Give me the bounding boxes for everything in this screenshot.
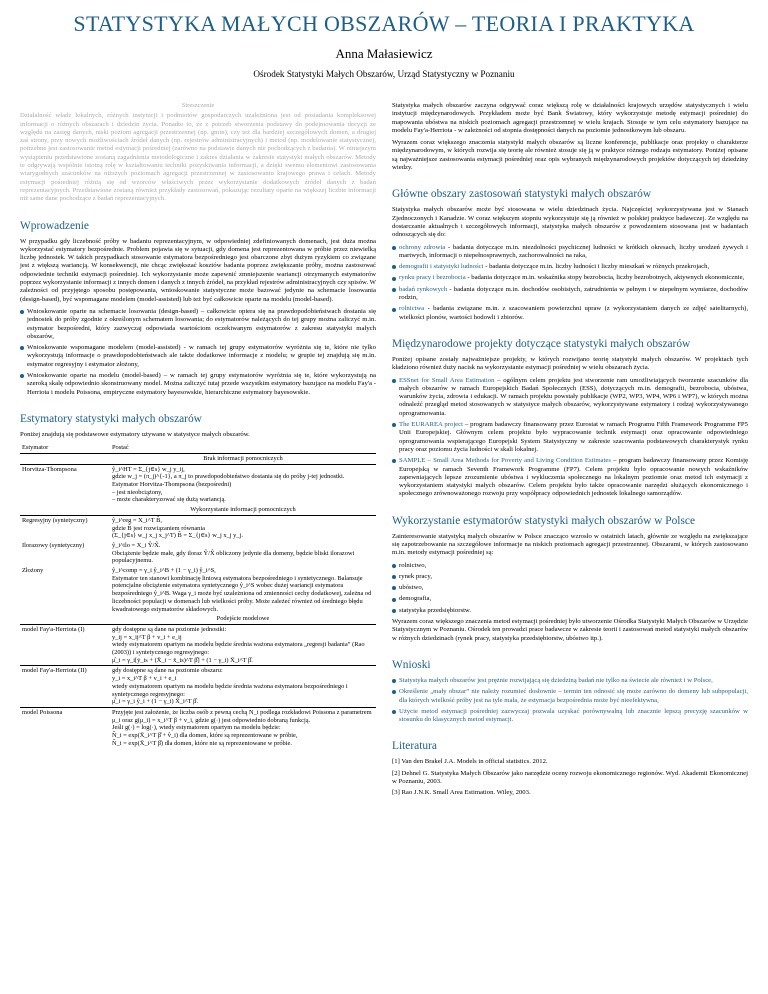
projects-paragraph: Poniżej opisane zostały najważniejsze projekty, w których rozwijano teorię statystyki małych obszarów. W projektach tych kładziono również duży nacisk na wykorzystanie estymacji pośredniej w wielu obszarach życia. — [392, 355, 748, 372]
estimators-heading: Estymatory statystyki małych obszarów — [20, 412, 202, 425]
formula-line: ŷ_i^HT = Σ_{j∈s} w_j y_ij, — [112, 465, 185, 473]
estimator-name: model Fay'a-Herriota (II) — [20, 666, 110, 708]
estimators-table — [20, 443, 376, 748]
estimator-form — [110, 624, 376, 666]
projects-list — [392, 377, 748, 499]
reference-list — [392, 758, 748, 797]
poster-title: STATYSTYKA MAŁYCH OBSZARÓW – TEORIA I PRAKTYKA — [73, 11, 695, 36]
list-item: Wnioskowanie oparte na schemacie losowania (design-based) – całkowicie opiera się na prawdopodobieństwach dostania się jednostek do próby zgodnie z określonym schematem losowania; do estymatorów należących do tej grupy można zaliczyć m.in. estymator bezpośredni, który zazwyczaj odpowiada wartościom oczekiwanym estymatorów z zakresu statystyki małych obszarów, — [20, 308, 376, 341]
areas-paragraph: Statystyka małych obszarów może być stosowana w wielu dziedzinach życia. Najczęściej wykorzystywana jest w Stanach Zjednoczonych i Kanadzie. W coraz większym stopniu wykorzystuje się ją również w polskiej praktyce badawczej. Ze względu na dostarczanie aktualnych i szczegółowych informacji, statystyka małych obszarów z powodzeniem stosowana jest w badaniach odnoszących się do: — [392, 206, 748, 239]
list-item: rynek pracy, — [392, 573, 748, 581]
formula-line: μ̂_i = γ_i ŷ_i + (1 − γ_i) X̄_i^T β̂. — [112, 698, 199, 706]
formula-line: gdzie B̂ jest rozwiązaniem równania — [112, 524, 205, 532]
table-row — [20, 515, 376, 541]
list-item: ESSnet for Small Area Estimation – ogólnym celem projektu jest stworzenie ram umożliwiających tworzenie szacunków dla małych obszarów w ramach Europejskich Badań Społecznych (ESS), dotyczących m.in. demografii, bezrobocia, ubóstwa, warunków życia, zdrowia i edukacji. W ramach projektu powstały publikacje (WP2, WP3, WP4, WP6 i WP7), w których można odnaleźć przegląd metod stosowanych w statystyce małych obszarów, wykorzystywane estymatory i rodzaj wykorzystywanego oprogramowania. — [392, 377, 748, 418]
table-row — [20, 666, 376, 708]
list-item: ubóstwo, — [392, 584, 748, 592]
formula-line: Przyjęte jest założenie, że liczba osób z pewną cechą N_i podlega rozkładowi Poissona z parametrem μ_i oraz g(μ_i) = x_i^T β + v_i, gdzie g(·) jest odpowiednio dobraną funkcją. — [112, 709, 372, 724]
list-item: statystyka przedsiębiorstw. — [392, 607, 748, 615]
formula-line: – jest nieobciążony, — [112, 488, 163, 496]
right-column — [392, 102, 748, 801]
abstract-heading: Streszczenie — [181, 102, 215, 109]
table-header-row — [20, 443, 376, 453]
estimators-intro: Poniżej znajdują się podstawowe estymatory używane w statystyce małych obszarów. — [20, 430, 250, 438]
list-item: badań rynkowych - badania dotyczące m.in. dochodów osobistych, zatrudnienia w pełnym i w niepełnym wymiarze, dochodów rodzin, — [392, 286, 748, 303]
estimator-name: Złożony — [22, 567, 44, 575]
list-item: Statystyka małych obszarów jest prężnie rozwijającą się dziedziną badań nie tylko na świecie ale również i w Polsce, — [392, 677, 748, 685]
list-item: The EURAREA project – program badawczy finansowany przez Eurostat w ramach Programu Fifth Framework Programme FP5 Unii Europejskiej. Głównym celem projektu było wypracowanie technik estymacji oraz opracowanie odpowiedniego oprogramowania wspierającego Europejski System Statystyczny w zakresie szacowania podstawowych charakterystyk rynku pracy oraz poziomu życia ludności w skali lokalnej. — [392, 421, 748, 454]
poland-list — [392, 562, 748, 615]
estimator-form — [110, 708, 376, 749]
formula-line: (Σ_{j∈s} w_j x_j x_j^T) B̂ = Σ_{j∈s} w_j x_j y_j. — [112, 532, 243, 540]
poland-paragraph: Zainteresowanie statystyką małych obszarów w Polsce znacząco wzrosło w ostatnich latach, głównie ze względu na zwiększające się zapotrzebowanie na szczegółowe informacje na niskich poziomach agregacji przestrzennej. Obszarami, w których zastosowano m.in. metody estymacji pośredniej są: — [392, 532, 748, 557]
reference-item: [1] Van den Brakel J.A. Models in official statistics. 2012. — [392, 758, 548, 766]
estimator-form — [110, 464, 376, 505]
formula-line: ŷ_i^ilo = X_i Ŷ/X̂. — [112, 541, 161, 549]
formula-line: gdy dostępne są dane na poziomie jednostki: — [112, 625, 227, 633]
list-item: rolnictwa - badania związane m.in. z szacowaniem powierzchni upraw (z wykorzystaniem danych ze zdjęć satelitarnych), wielkości plonów, wartości hodowli i zbiorów. — [392, 305, 748, 322]
reference-item: [2] Dehnel G. Statystyka Małych Obszarów jako narzędzie oceny rozwoju ekonomicznego regionów. Wyd. Akademii Ekonomicznej w Poznaniu, 2003. — [392, 769, 748, 786]
estimator-name: model Fay'a-Herriota (I) — [22, 625, 85, 633]
poster-header — [0, 0, 768, 80]
table-section-row — [20, 505, 376, 515]
section-label: Brak informacji pomocniczych — [110, 453, 376, 464]
table-row — [20, 541, 376, 566]
formula-line: gdzie w_j = (π_j)^{-1}, a π_j to prawdopodobieństwo dostania się do próby j-tej jednostki. — [112, 473, 345, 481]
list-item: demografia, — [392, 595, 748, 603]
areas-list — [392, 244, 748, 322]
table-section-row — [20, 614, 376, 624]
formula-line: Estymator Horvitza-Thompsona (bezpośredni) — [112, 481, 232, 489]
formula-line: N̂_i = exp(X̄_i^T β̂) dla domen, które nie są reprezentowane w próbie. — [112, 739, 292, 747]
formula-line: wtedy estymatorem opartym na modelu będzie średnia ważona estymatora bezpośredniego i syntetycznego regresyjnego: — [112, 682, 348, 698]
table-row — [20, 708, 376, 749]
table-row — [20, 464, 376, 505]
abstract-text: Działalność władz lokalnych, różnych instytucji i podmiotów gospodarczych uzależniona jest od posiadania kompleksowej informacji o różnych obszarach i dziedzin życia. Ponadto to, że z potrzeb stworzenia podstawy do podejmowania decyzji ze względu na zasięg danych, niski poziom agregacji przestrzennej (np. gmin), czy też dla bardziej szczegółowych domen, a drugiej zaś strony, przy nowych możliwościach źródeł danych (np. rejestrów administracyjnych) i metod (np. modelowanie statystyczne), potrzebne jest zastosowanie metod estymacji pośredniej (zarówno na podstawie danych nie pochodzących z badania). W niniejszym wystąpieniu przedstawione zostaną zagadnienia metodologiczne i zakres działania w zakresie statystyki małych obszarów. Metody te odgrywają wspólnie istotną rolę w kształtowaniu techniki pozyskiwania informacji, a dzięki swemu elementowi zastosowania wiarygodnych szacunków na niższych poziomach agregacji przestrzennej w zastosowaniu krajowego prawa i celach. Metody estymacji pośredniej różnią się od wzorców właściwych przez wykorzystanie dodatkowych źródeł danych z badań reprezentacyjnych. Przedstawione zostaną również przykłady zastosowań, pokazując rezultaty oparte na większej liczbie informacji niż same dane pochodzące z badań reprezentacyjnych. — [20, 112, 376, 203]
section-label: Wykorzystanie informacji pomocniczych — [110, 505, 376, 515]
list-item: Wnioskowanie wspomagane modelem (model-assisted) - w ramach tej grupy estymatorów wyróżnia się te, które nie tylko wykorzystują informacje o prawdopodobieństwach ale także dodatkowe informacje z modelu; w grupie tej znajdują się m.in. estymator regresyjny i estymator złożony, — [20, 344, 376, 369]
estimator-name: Ilorazowy (syntetyczny) — [22, 541, 85, 549]
estimator-form — [110, 666, 376, 708]
affiliation: Ośrodek Statystyki Małych Obszarów, Urząd Statystyczny w Poznaniu — [253, 69, 515, 79]
areas-heading: Główne obszary zastosowań statystyki małych obszarów — [392, 188, 652, 201]
list-item: rynku pracy i bezrobocia - badania dotyczące m.in. wskaźnika stopy bezrobocia, liczby bezrobotnych, aktywnych ekonomicznie, — [392, 274, 748, 282]
reference-item: [3] Rao J.N.K. Small Area Estimation. Wiley, 2003. — [392, 789, 531, 797]
estimator-form — [110, 566, 376, 614]
formula-line: ŷ_i^reg = X_i^T B̂, — [112, 516, 162, 524]
list-item: SAMPLE – Small Area Methods for Poverty and Living Condition Estimates – program badawczy finansowany przez Komisję Europejską w ramach Seventh Framework Programme (FP7). Celem projektu było opracowanie nowych wskaźników zapewniających lepsze zrozumienie ubóstwa i wykluczenia społecznego na lokalnym poziomie oraz metod ich estymacji z wykorzystaniem statystyki małych obszarów. Celem projektu było także opracowanie narzędzi służących ekonomicznego i społecznego zrównoważonego rozwoju przy współpracy odpowiednich jednostek lokalnego samorządów. — [392, 457, 748, 498]
column-header: Estymator — [20, 443, 110, 453]
formula-line: y_ij = x_ij^T β + v_i + e_ij — [112, 633, 182, 641]
formula-line: ŷ_i^comp = γ_i ŷ_i^B + (1 − γ_i) ŷ_i^S, — [112, 567, 216, 575]
formula-line: Estymator ten stanowi kombinację liniową estymatora bezpośredniego i syntetycznego. Balansuje potencjalne obciążenie estymatora syntetycznego ŷ_i^S wobec dużej wariancji estymatora bezpośredniego ŷ_i^B. Waga γ_i może być uzależniona od zmienności cechy dodatkowej, zależna od liczebności populacji w domenach lub wielkości próby. Może zależeć również od średniego błędu kwadratowego estymatorów składowych. — [112, 574, 372, 613]
conclusions-list — [392, 677, 748, 724]
table-row — [20, 624, 376, 666]
estimator-name: Horvitza-Thompsona — [22, 465, 77, 473]
estimator-name: model Poissona — [20, 708, 110, 749]
list-item: ochrony zdrowia - badania dotyczące m.in. niezdolności psychicznej ludności w krótkich okresach, liczby urodzeń żywych i martwych, informacji o niepełnosprawnych, zachorowalności na raka, — [392, 244, 748, 261]
poland-heading: Wykorzystanie estymatorów statystyki małych obszarów w Polsce — [392, 514, 695, 527]
estimator-form — [110, 515, 376, 541]
projects-heading: Międzynarodowe projekty dotyczące statystyki małych obszarów — [392, 337, 691, 350]
formula-line: gdy dostępne są dane na poziomie obszaru: — [112, 667, 223, 675]
column-header: Postać — [110, 443, 376, 453]
formula-line: Jeśli g(·) = log(·), wtedy estymatorem opartym na modelu będzie: — [112, 724, 281, 732]
literature-heading: Literatura — [392, 740, 437, 753]
list-item: Wnioskowanie oparte na modelu (model-based) – w ramach tej grupy estymatorów wyróżnia się te, które wykorzystują na szeroką skalę odpowiednio skonstruowany model. Można zaliczyć tutaj przede wszystkim estymatory bazujące na modelu Fay'a - Herriota i modelu Poissona, empiryczne estymatory bayesowskie, hierarchiczne estymatory bayesowskie. — [20, 372, 376, 397]
formula-line: Obciążenie będzie małe, gdy iloraz Ŷ/X̂ obliczony jedynie dla domeny, będzie bliski ilorazowi populacyjnemu. — [112, 549, 355, 565]
formula-line: μ̂_i = γ_i[ȳ_is + (X̄_i − x̄_is)^T β̂] + (1 − γ_i) X̄_i^T β̂. — [112, 656, 253, 664]
intro-list — [20, 308, 376, 397]
list-item: Użycie metod estymacji pośredniej zazwyczaj pozwala uzyskać porównywalną lub znacznie lepszą precyzję szacunków w stosunku do klasycznych metod estymacji. — [392, 708, 748, 725]
list-item: demografii i statystyki ludności - badania dotyczące m.in. liczby ludności i liczby mieszkań w różnych przekrojach, — [392, 263, 748, 271]
abstract — [20, 102, 376, 204]
section-label: Podejście modelowe — [110, 614, 376, 624]
intro-paragraph: W przypadku gdy liczebność próby w badaniu reprezentacyjnym, w odpowiedniej zdefiniowanych domenach, jest duża można wykorzystać estymatory bezpośrednie. Problem pojawia się w sytuacji, gdy domena jest reprezentowana w próbie przez niewielką liczbę jednostek. W takich przypadkach stosowanie estymatora bezpośredniego jest obarczone zbyt dużym ryzykiem co związane jest z większą wariancją. W konsekwencji, nie chcąc zwiększać kosztów badania poprzez zwiększanie próby, można zastosować odpowiednie techniki estymacji pośredniej. Ich wykorzystanie może zapewnić zmniejszenie wariancji otrzymanych estymatorów poprzez wykorzystanie informacji z innych domen i danych z innych źródeł, na przykład rejestrów administracyjnych czy spisów. W zależności od przyjętego sposobu postępowania, wnioskowanie statystyczne może bazować jedynie na schemacie losowania (design-based), być wspomagane modelem (model-assisted) lub też być całkowicie oparte na modelu (model-based). — [20, 237, 376, 303]
right-intro-paragraph: Statystyka małych obszarów zaczyna odgrywać coraz większą rolę w działalności krajowych urzędów statystycznych i wielu instytucji międzynarodowych. Przykładem może być Bank Światowy, który wykorzystuje metodę estymacji pośredniej do mapowania ubóstwa na niskich poziomach agregacji przestrzennej w wielu krajach. Stosuje w tym celu estymatory bazujące na modelu Fay'a-Herriota - w zależności od stopnia dostępności danych na poziomie jednostkowym lub obszaru. — [392, 102, 748, 134]
formula-line: N̂_i = exp(X̄_i^T β̂ + v̂_i) dla domen, które są reprezentowane w próbie, — [112, 732, 298, 740]
table-row — [20, 566, 376, 614]
left-column — [20, 102, 376, 749]
conclusions-heading: Wnioski — [392, 658, 431, 671]
formula-line: wtedy estymatorem opartym na modelu będzie średnia ważona estymatora „regresji badania” (Rao (2003)) i syntetycznego regresyjnego: — [112, 641, 365, 657]
intro-heading: Wprowadzenie — [20, 219, 89, 232]
estimator-name: Regresyjny (syntetyczny) — [22, 516, 88, 524]
table-section-row — [20, 453, 376, 464]
poland-paragraph-2: Wyrazem coraz większego znaczenia metod estymacji pośredniej było utworzenie Ośrodka Statystyki Małych Obszarów w Urzędzie Statystycznym w Poznaniu. Ośrodek ten prowadzi prace badawcze w zakresie teorii i zastosowań metod statystyki małych obszarów w różnych dziedzinach (rynek pracy, statystyka przedsiębiorstw, ubóstwo itp.). — [392, 618, 748, 642]
formula-line: – może charakteryzować się dużą wariancją. — [112, 496, 226, 504]
right-intro-paragraph-2: Wyrazem coraz większego znaczenia statystyki małych obszarów są liczne konferencje, publikacje oraz projekty o charakterze międzynarodowym, w których rozwija się teorię ale również stosuje się ją w praktyce różnego rodzaju estymatory. Poniżej opisane są najważniejsze zastosowania estymacji pośredniej oraz opis wybranych międzynarodowych projektów dotyczących tej dziedziny wiedzy. — [392, 139, 748, 172]
estimator-form — [110, 541, 376, 566]
author-name: Anna Małasiewicz — [335, 46, 433, 61]
formula-line: y_i = x_i^T β + v_i + e_i — [112, 675, 177, 683]
list-item: rolnictwo, — [392, 562, 748, 570]
list-item: Określenie „mały obszar” nie należy rozumieć dosłownie – termin ten odnosić się może zarówno do domeny lub subpopulacji, dla których wielkość próby jest na tyle mała, że estymacja bezpośrednia może być nieefektywna, — [392, 688, 748, 705]
